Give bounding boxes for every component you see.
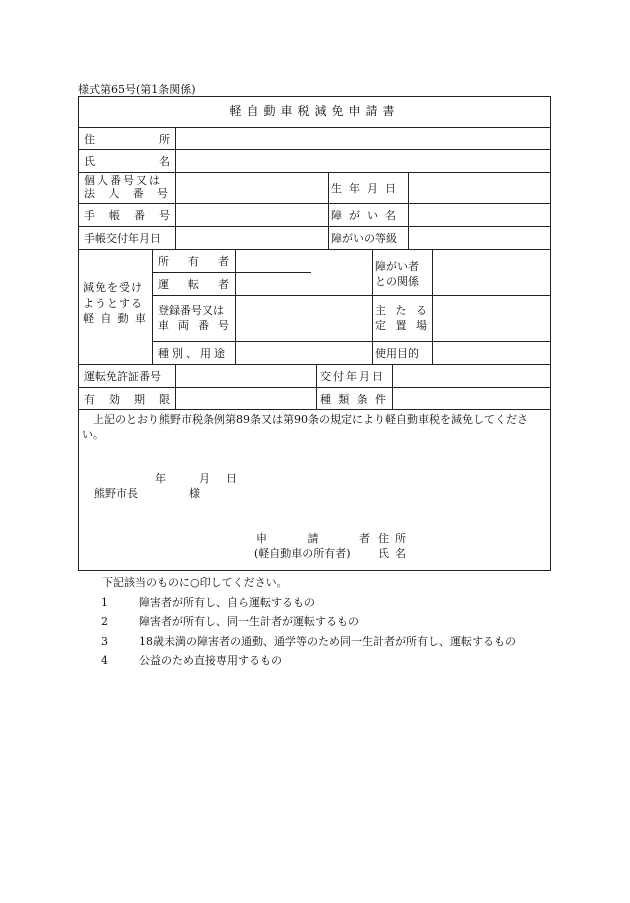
label-validity: 有 効 期 限 bbox=[84, 393, 170, 406]
label-conditions: 種 類 条 件 bbox=[320, 393, 386, 406]
label-relation-line2: との関係 bbox=[375, 275, 419, 288]
label-driver: 運 転 者 bbox=[158, 278, 229, 291]
notes-intro: 下記該当のものに○印してください。 bbox=[102, 576, 288, 589]
label-relation-line1: 障がい者 bbox=[375, 260, 419, 273]
label-handbook-issue-date: 手帳交付年月日 bbox=[84, 232, 161, 245]
addressee: 熊野市長 bbox=[94, 487, 138, 500]
label-disability-name: 障がい名 bbox=[331, 209, 403, 222]
note-item-number: 3 bbox=[101, 634, 108, 648]
date-day-label: 日 bbox=[226, 472, 237, 485]
label-address bbox=[84, 133, 170, 146]
note-item-text: 障害者が所有し、自ら運転するもの bbox=[139, 595, 315, 609]
date-year-label: 年 bbox=[155, 472, 166, 485]
label-birth-date: 生年月日 bbox=[331, 182, 403, 195]
label-individual-number bbox=[84, 174, 170, 200]
label-storage-place-line2: 定 置 場 bbox=[375, 319, 427, 332]
note-item-text: 公益のため直接専用するもの bbox=[139, 654, 282, 667]
label-type-use: 種別、用途 bbox=[158, 347, 228, 360]
label-registration-number-line1: 登録番号又は bbox=[158, 304, 224, 317]
honorific: 様 bbox=[189, 487, 200, 500]
label-name-char-1: 氏 bbox=[84, 155, 95, 168]
note-item-text: 障害者が所有し、同一生計者が運転するもの bbox=[139, 615, 359, 628]
label-storage-place bbox=[375, 303, 427, 333]
declaration-text: 上記のとおり熊野市税条例第89条又は第90条の規定により軽自動車税を減免してください。 bbox=[82, 413, 528, 441]
label-license-issue-date: 交付年月日 bbox=[320, 370, 385, 383]
label-disability-grade: 障がいの等級 bbox=[331, 232, 397, 245]
label-relation bbox=[375, 259, 419, 289]
note-item-text: 18歳未満の障害者の通動、通学等のため同一生計者が所有し、運転するもの bbox=[139, 634, 516, 648]
note-item bbox=[78, 651, 516, 671]
label-registration-number bbox=[158, 303, 229, 333]
note-item bbox=[78, 612, 516, 632]
label-storage-place-line1: 主 た る bbox=[375, 304, 427, 317]
label-vehicle-group-line1: 減免を受け bbox=[83, 281, 143, 294]
note-item bbox=[78, 593, 516, 613]
label-vehicle-group bbox=[83, 280, 146, 327]
note-item-number: 2 bbox=[101, 615, 108, 628]
label-individual-number-line2: 法 人 番 号 bbox=[84, 187, 170, 200]
label-vehicle-group-line2: ようとする bbox=[83, 296, 143, 310]
label-name bbox=[84, 155, 170, 168]
note-item bbox=[78, 632, 516, 652]
date-month-label: 月 bbox=[199, 472, 210, 485]
form-title: 軽自動車税減免申請書 bbox=[229, 104, 400, 118]
applicant-address-label: 住所 bbox=[378, 532, 412, 545]
note-item-number: 1 bbox=[101, 595, 108, 609]
label-address-char-1: 住 bbox=[84, 133, 95, 146]
owner-note: (軽自動車の所有者) bbox=[254, 547, 351, 560]
note-item-number: 4 bbox=[101, 654, 108, 667]
notes bbox=[78, 573, 516, 671]
label-handbook-number: 手 帳 番 号 bbox=[84, 209, 170, 222]
label-vehicle-group-line3: 軽 自 動 車 bbox=[83, 312, 146, 325]
label-name-char-2: 名 bbox=[159, 155, 170, 168]
label-address-char-2: 所 bbox=[159, 133, 170, 146]
form-number: 様式第65号(第1条関係) bbox=[78, 83, 196, 96]
label-license-number: 運転免許証番号 bbox=[84, 370, 161, 383]
applicant-name-label: 氏名 bbox=[378, 547, 412, 560]
label-purpose: 使用目的 bbox=[375, 347, 419, 360]
label-owner: 所 有 者 bbox=[158, 255, 229, 268]
label-registration-number-line2: 車 両 番 号 bbox=[158, 319, 229, 332]
application-form-table bbox=[78, 96, 551, 571]
label-individual-number-line1: 個人番号又は bbox=[84, 174, 162, 187]
applicant-label: 申 請 者 bbox=[256, 532, 370, 545]
